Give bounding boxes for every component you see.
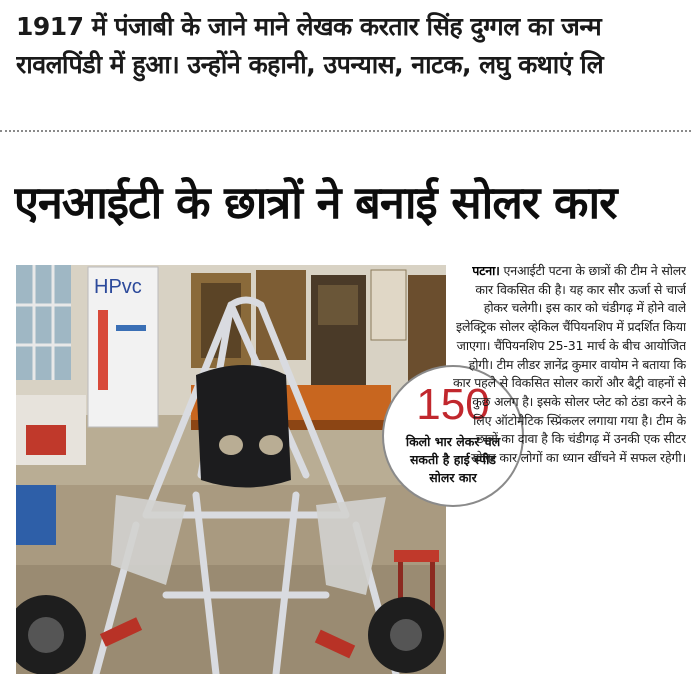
article-dateline: पटना। [472, 263, 500, 278]
article-body [452, 262, 686, 672]
solar-car-photo-illustration [16, 265, 446, 674]
callout-text: किलो भार लेकर चल सकती है हाई स्पीड सोलर कार [405, 434, 501, 485]
callout-number: 150 [416, 380, 490, 429]
article-photo [16, 265, 446, 674]
top-story-text [16, 8, 691, 84]
dotted-divider [0, 130, 691, 132]
poster-text: HPvc [94, 276, 142, 298]
article-body-text: एनआईटी पटना के छात्रों की टीम ने सोलर कार विकसित की है। यह कार सौर ऊर्जा से चार्ज होकर चलेगी। इस कार को चंडीगढ़ में होने वाले इलेक्ट्रिक सोलर व्हेकिल चैंपियनशिप में प्रदर्शित किया जाएगा। चैंपियनशिप 25-31 मार्च के बीच आयोजित होगी। टीम लीडर ज्ञानेंद्र कुमार वायोम ने बताया कि कार पहले से विकसित सोलर कारों और बैट्री वाहनों से कुछ अलग है। इसके सोलर प्लेट को ठंडा करने के लिए ऑटोमैटिक स्प्रिंकलर लगाया गया है। टीम के छात्रों का दावा है कि चंडीगढ़ में उनकी एक सीटर सोलर कार लोगों का ध्यान खींचने में सफल रहेगी। [452, 263, 686, 466]
top-story-line-1: 1917 में पंजाबी के जाने माने लेखक करतार सिंह दुग्गल का जन्म [16, 12, 602, 41]
article-headline: एनआईटी के छात्रों ने बनाई सोलर कार [14, 176, 617, 229]
top-story-line-2: रावलपिंडी में हुआ। उन्होंने कहानी, उपन्यास, नाटक, लघु कथाएं लि [16, 50, 604, 79]
